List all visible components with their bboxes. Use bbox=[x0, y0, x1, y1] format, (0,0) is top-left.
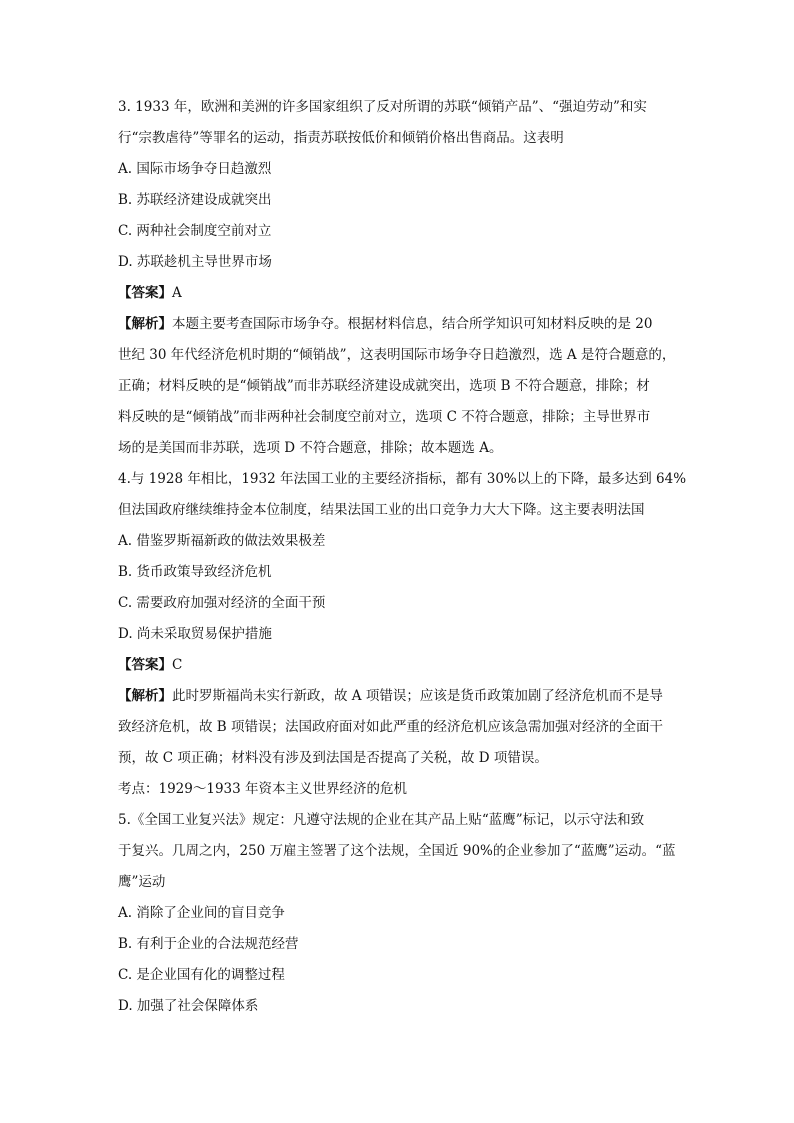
analysis-text: 料反映的是“倾销战”而非两种社会制度空前对立，选项 C 不符合题意，排除；主导世界市 bbox=[118, 409, 651, 425]
analysis-text: 场的是美国而非苏联，选项 D 不符合题意，排除；故本题选 A。 bbox=[118, 440, 503, 456]
question-stem: 5.《全国工业复兴法》规定：凡遵守法规的企业在其产品上贴“蓝鹰”标记，以示守法和致 bbox=[118, 812, 645, 828]
option-d: D. 苏联趁机主导世界市场 bbox=[118, 254, 272, 270]
analysis-text: 此时罗斯福尚未实行新政，故 A 项错误；应该是货币政策加剧了经济危机而不是导 bbox=[172, 688, 663, 704]
answer-tag: 【答案】 bbox=[118, 285, 172, 301]
analysis-tag: 【解析】 bbox=[118, 688, 172, 704]
option-a: A. 借鉴罗斯福新政的做法效果极差 bbox=[118, 533, 326, 549]
option-a: A. 国际市场争夺日趋激烈 bbox=[118, 161, 272, 177]
option-c: C. 需要政府加强对经济的全面干预 bbox=[118, 595, 326, 611]
question-4 bbox=[118, 464, 687, 805]
analysis-line bbox=[118, 309, 678, 340]
answer-line bbox=[118, 278, 678, 309]
question-stem: 于复兴。几周之内，250 万雇主签署了这个法规，全国近 90%的企业参加了“蓝鹰”运动。“蓝 bbox=[118, 843, 676, 859]
question-stem: 行“宗教虐待”等罪名的运动，指责苏联按低价和倾销价格出售商品。这表明 bbox=[118, 130, 564, 146]
analysis-text: 本题主要考查国际市场争夺。根据材料信息，结合所学知识可知材料反映的是 20 bbox=[172, 316, 653, 332]
option-a: A. 消除了企业间的盲目竞争 bbox=[118, 905, 285, 921]
analysis-line bbox=[118, 681, 678, 712]
option-b: B. 有利于企业的合法规范经营 bbox=[118, 936, 299, 952]
option-c: C. 两种社会制度空前对立 bbox=[118, 223, 272, 239]
analysis-text: 预，故 C 项正确；材料没有涉及到法国是否提高了关税，故 D 项错误。 bbox=[118, 750, 548, 766]
option-d: D. 尚未采取贸易保护措施 bbox=[118, 626, 272, 642]
option-b: B. 苏联经济建设成就突出 bbox=[118, 192, 272, 208]
option-d: D. 加强了社会保障体系 bbox=[118, 998, 259, 1014]
option-b: B. 货币政策导致经济危机 bbox=[118, 564, 272, 580]
answer-tag: 【答案】 bbox=[118, 657, 172, 673]
analysis-tag: 【解析】 bbox=[118, 316, 172, 332]
analysis-text: 世纪 30 年代经济危机时期的“倾销战”，这表明国际市场争夺日趋激烈，选 A 是符合题意的， bbox=[118, 347, 676, 363]
answer-value: A bbox=[172, 285, 182, 301]
question-stem: 但法国政府继续维持金本位制度，结果法国工业的出口竞争力大大下降。这主要表明法国 bbox=[118, 502, 645, 518]
answer-value: C bbox=[172, 657, 183, 673]
option-c: C. 是企业国有化的调整过程 bbox=[118, 967, 285, 983]
kaodian-line: 考点：1929～1933 年资本主义世界经济的危机 bbox=[118, 781, 408, 797]
analysis-text: 正确；材料反映的是“倾销战”而非苏联经济建设成就突出，选项 B 不符合题意，排除；材 bbox=[118, 378, 650, 394]
analysis-text: 致经济危机，故 B 项错误；法国政府面对如此严重的经济危机应该急需加强对经济的全面干 bbox=[118, 719, 664, 735]
question-stem: 3. 1933 年，欧洲和美洲的许多国家组织了反对所谓的苏联“倾销产品”、“强迫劳动”和实 bbox=[118, 99, 647, 115]
question-5 bbox=[118, 805, 678, 1022]
question-3 bbox=[118, 92, 678, 464]
answer-line bbox=[118, 650, 678, 681]
document-page bbox=[118, 92, 687, 1022]
question-stem: 4.与 1928 年相比，1932 年法国工业的主要经济指标，都有 30%以上的下降，最多达到 64% bbox=[118, 471, 687, 487]
question-stem: 鹰”运动 bbox=[118, 874, 166, 890]
